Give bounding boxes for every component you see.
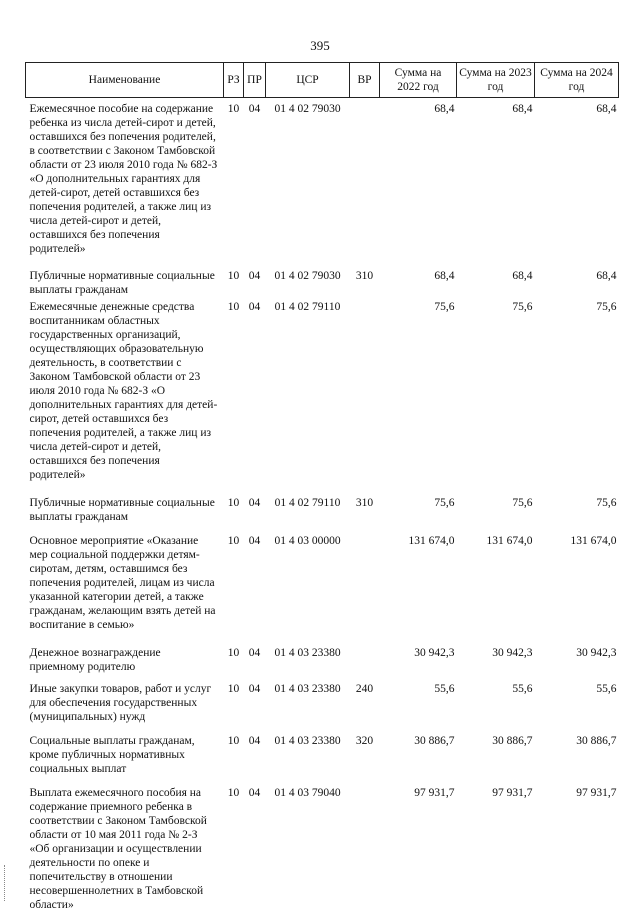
cell-y2024: 68,4 bbox=[596, 103, 617, 115]
cell-y2023: 68,4 bbox=[512, 270, 533, 282]
cell-vr bbox=[350, 776, 380, 912]
header-rz: РЗ bbox=[224, 63, 244, 98]
cell-vr: 310 bbox=[355, 270, 374, 282]
header-2024: Сумма на 2024 год bbox=[535, 63, 619, 98]
cell-rz: 10 bbox=[227, 683, 240, 695]
cell-name: Ежемесячные денежные средства воспитанникам областных государственных организаций, осуществляющих образовательную деятельность, в соответствии с Законом Тамбовской области от 23 июля 2010 года № 682-З «О дополнительных гарантиях для детей-сирот, детей оставшихся без попечения родителей, а также лиц из числа детей-сирот и детей, оставшихся без попечения родителей» bbox=[29, 301, 218, 481]
cell-pr: 04 bbox=[248, 683, 261, 695]
cell-pr: 04 bbox=[248, 103, 261, 115]
cell-csr: 01 4 03 00000 bbox=[274, 535, 341, 547]
cell-vr bbox=[350, 98, 380, 257]
header-row bbox=[26, 63, 619, 98]
cell-vr: 320 bbox=[355, 735, 374, 747]
table-row bbox=[26, 297, 619, 482]
cell-rz: 10 bbox=[227, 735, 240, 747]
cell-rz: 10 bbox=[227, 647, 240, 659]
cell-vr: 240 bbox=[355, 683, 374, 695]
cell-y2022: 75,6 bbox=[434, 497, 455, 509]
cell-pr: 04 bbox=[248, 787, 261, 799]
cell-pr: 04 bbox=[248, 735, 261, 747]
cell-y2022: 30 886,7 bbox=[414, 735, 455, 747]
page-number: 395 bbox=[310, 38, 330, 53]
cell-y2024: 30 886,7 bbox=[576, 735, 617, 747]
scan-edge-marks bbox=[4, 865, 7, 901]
cell-rz: 10 bbox=[227, 270, 240, 282]
cell-y2024: 97 931,7 bbox=[576, 787, 617, 799]
cell-name: Публичные нормативные социальные выплаты гражданам bbox=[29, 497, 215, 523]
table-row bbox=[26, 776, 619, 912]
cell-vr: 310 bbox=[355, 497, 374, 509]
cell-csr: 01 4 03 23380 bbox=[274, 647, 341, 659]
cell-name: Основное мероприятие «Оказание мер социальной поддержки детям-сиротам, детям, оставшимся без попечения родителей, лицам из числа указанной категории детей, а также гражданам, желающим взять детей на воспитание в семью» bbox=[29, 535, 216, 631]
header-2023: Сумма на 2023 год bbox=[457, 63, 535, 98]
cell-csr: 01 4 03 79040 bbox=[274, 787, 341, 799]
cell-y2023: 75,6 bbox=[512, 497, 533, 509]
cell-name: Публичные нормативные социальные выплаты гражданам bbox=[29, 270, 215, 296]
table-row bbox=[26, 482, 619, 524]
cell-pr: 04 bbox=[248, 270, 261, 282]
cell-y2022: 68,4 bbox=[434, 270, 455, 282]
cell-rz: 10 bbox=[227, 103, 240, 115]
cell-y2023: 30 942,3 bbox=[492, 647, 533, 659]
cell-vr bbox=[350, 297, 380, 482]
cell-rz: 10 bbox=[227, 787, 240, 799]
cell-y2023: 30 886,7 bbox=[492, 735, 533, 747]
cell-y2023: 55,6 bbox=[512, 683, 533, 695]
cell-name: Денежное вознаграждение приемному родителю bbox=[29, 647, 161, 673]
table-row bbox=[26, 98, 619, 257]
cell-csr: 01 4 02 79030 bbox=[274, 270, 341, 282]
cell-y2022: 55,6 bbox=[434, 683, 455, 695]
table-row bbox=[26, 632, 619, 674]
header-name: Наименование bbox=[26, 63, 224, 98]
cell-y2024: 75,6 bbox=[596, 301, 617, 313]
cell-rz: 10 bbox=[227, 535, 240, 547]
header-csr: ЦСР bbox=[266, 63, 350, 98]
cell-name: Социальные выплаты гражданам, кроме публичных нормативных социальных выплат bbox=[29, 735, 195, 775]
cell-y2022: 68,4 bbox=[434, 103, 455, 115]
cell-pr: 04 bbox=[248, 647, 261, 659]
cell-y2023: 131 674,0 bbox=[486, 535, 533, 547]
cell-vr bbox=[350, 632, 380, 674]
cell-csr: 01 4 02 79030 bbox=[274, 103, 341, 115]
cell-csr: 01 4 03 23380 bbox=[274, 683, 341, 695]
cell-csr: 01 4 03 23380 bbox=[274, 735, 341, 747]
cell-y2022: 30 942,3 bbox=[414, 647, 455, 659]
table-row bbox=[26, 674, 619, 724]
header-pr: ПР bbox=[244, 63, 266, 98]
cell-csr: 01 4 02 79110 bbox=[274, 301, 341, 313]
cell-y2024: 75,6 bbox=[596, 497, 617, 509]
cell-y2023: 68,4 bbox=[512, 103, 533, 115]
cell-name: Ежемесячное пособие на содержание ребенка из числа детей-сирот и детей, оставшихся без попечения родителей, в соответствии с Законом Тамбовской области от 23 июля 2010 года № 682-З «О дополнительных гарантиях для детей-сирот, детей оставшихся без попечения родителей, а также лиц из числа детей-сирот и детей, оставшихся без попечения родителей» bbox=[29, 103, 218, 255]
table-row bbox=[26, 724, 619, 776]
table-row bbox=[26, 524, 619, 632]
cell-y2024: 30 942,3 bbox=[576, 647, 617, 659]
header-2022: Сумма на 2022 год bbox=[380, 63, 457, 98]
cell-name: Иные закупки товаров, работ и услуг для обеспечения государственных (муниципальных) нужд bbox=[29, 683, 212, 723]
header-vr: ВР bbox=[350, 63, 380, 98]
cell-pr: 04 bbox=[248, 497, 261, 509]
cell-y2023: 97 931,7 bbox=[492, 787, 533, 799]
cell-vr bbox=[350, 524, 380, 632]
cell-name: Выплата ежемесячного пособия на содержание приемного ребенка в соответствии с Законом Тамбовской области от 10 мая 2011 года № 2-З «Об организации и осуществлении деятельности по опеке и попечительству в отношении несовершеннолетних в Тамбовской области» bbox=[29, 787, 207, 911]
cell-rz: 10 bbox=[227, 497, 240, 509]
cell-csr: 01 4 02 79110 bbox=[274, 497, 341, 509]
cell-y2023: 75,6 bbox=[512, 301, 533, 313]
cell-pr: 04 bbox=[248, 535, 261, 547]
table-row bbox=[26, 256, 619, 297]
cell-y2024: 131 674,0 bbox=[570, 535, 617, 547]
cell-rz: 10 bbox=[227, 301, 240, 313]
cell-y2024: 68,4 bbox=[596, 270, 617, 282]
cell-y2022: 97 931,7 bbox=[414, 787, 455, 799]
budget-table bbox=[25, 62, 619, 912]
cell-y2022: 75,6 bbox=[434, 301, 455, 313]
cell-y2024: 55,6 bbox=[596, 683, 617, 695]
cell-y2022: 131 674,0 bbox=[408, 535, 455, 547]
cell-pr: 04 bbox=[248, 301, 261, 313]
